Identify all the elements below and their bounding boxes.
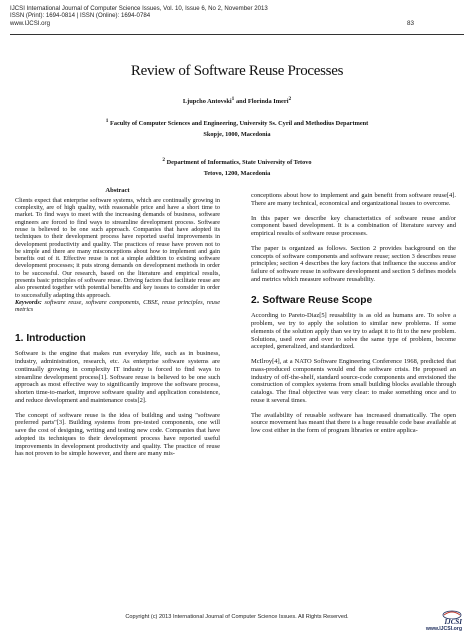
affiliation-1-line2: Skopje, 1000, Macedonia — [203, 131, 271, 139]
section-2-paragraph-2: McIlroy[4], at a NATO Software Engineering Conference 1968, predicted that mass-produced components would end the software crisis. He proposed an industry of off-the-shelf, standard source-code components and envisioned the construction of complex systems from small building blocks available through catalogs. The final objective was very clear: to make something once and to reuse it several times. — [251, 358, 456, 404]
affiliation-2 — [0, 155, 474, 179]
section-1-paragraph-2: The concept of software reuse is the idea of building and using "software preferred parts"[3]. Building systems from pre-tested components, one will save the cost of designing, writing and testing new code. Companies that have adopted its techniques to their development process have reported useful improvements in development productivity and quality. The practice of reuse has not proven to be simple however, and there are many mis- — [15, 411, 220, 458]
author-line — [0, 96, 474, 105]
logo-text: IJCSI — [444, 618, 462, 626]
page-number: 83 — [406, 20, 414, 27]
left-column — [15, 187, 220, 465]
logo-url[interactable]: www.IJCSI.org — [425, 626, 462, 632]
journal-citation: IJCSI International Journal of Computer Science Issues, Vol. 10, Issue 6, No 2, November 2013 — [10, 5, 268, 12]
affiliation-2-sup: 2 — [162, 157, 166, 163]
header-divider — [10, 34, 464, 35]
author-2: Florinda Imeri — [247, 98, 289, 106]
journal-website[interactable]: www.IJCSI.org — [10, 19, 50, 27]
affiliation-2-line1: Department of Informatics, State University of Tetovo — [165, 159, 312, 167]
author-1-sup: 1 — [231, 96, 235, 102]
ijcsi-logo — [422, 609, 462, 633]
intro-paragraph-3: In this paper we describe key characteristics of software reuse and/or component based development. It is a combination of literature survey and empirical results of software reuse processes. — [251, 214, 456, 237]
paper-title: Review of Software Reuse Processes — [130, 63, 344, 79]
keywords-label: Keywords: — [15, 298, 42, 306]
author-and: and — [234, 98, 248, 106]
section-1-paragraph-1: Software is the engine that makes run everyday life, such as in business, industry, administration, research, etc. As enterprise software systems are continually growing in complexity IT industry is forced to find ways to streamline development process[1]. Software reuse is believed to be one such approach as most effective way to significantly improve the software process, shorten time-to-market, improve software quality and application consistence, and reduce development and maintenance costs[2]. — [15, 350, 220, 404]
section-2-paragraph-3: The availability of reusable software has increased dramatically. The open source movement has meant that there is a huge reusable code base available at low cost either in the form of program libraries or entire applica- — [251, 411, 456, 434]
affiliation-1-line1: Faculty of Computer Sciences and Engineering, University Ss. Cyril and Methodius Department — [108, 120, 369, 128]
author-2-sup: 2 — [288, 96, 292, 102]
keywords-list: software reuse, software components, CBSE, reuse principles, reuse metrics — [15, 298, 220, 314]
section-2-heading: 2. Software Reuse Scope — [251, 294, 373, 306]
right-column — [251, 192, 456, 442]
abstract-text: Clients expect that enterprise software systems, which are continually growing in complexity, are of high quality, with reasonable price and have a short time to market. To find ways to meet with the increasing demands of business, software engineers are forced to find ways to streamline development process. Software reuse is believed to be one such approach. Companies that have adopted its techniques to their development process have reported useful improvements in development productivity and quality. The practices of reuse have proven not to be simple and there are many misconceptions about how to implement and gain benefits out of it. Effective reuse is not a simple addition to existing software development processes; it puts strong demands on development methods in order to be successful. Our research, based on the literature and empirical results, presents basic principles of software reuse. Driving factors that facilitate reuse are also presented together with potential benefits and key issues to consider in order to successfully adapting this approach. — [15, 196, 220, 299]
copyright-footer: Copyright (c) 2013 International Journal of Computer Science Issues. All Rights Reserved. — [125, 614, 349, 620]
journal-header — [10, 5, 410, 27]
affiliation-2-line2: Tetovo, 1200, Macedonia — [203, 170, 271, 178]
abstract-heading: Abstract — [105, 187, 130, 194]
intro-paragraph-4: The paper is organized as follows. Section 2 provides background on the concepts of software components and software reuse; section 3 describes reuse principles; section 4 describes the key factors that influence the success and/or failure of software reuse in software development and section 5 defines models and metrics which measure software reusability. — [251, 244, 456, 283]
affiliation-1-sup: 1 — [105, 118, 109, 124]
keywords — [15, 299, 220, 314]
intro-continued-paragraph: conceptions about how to implement and gain benefit from software reuse[4]. There are many technical, economical and organizational issues to overcome. — [251, 192, 456, 207]
section-2-paragraph-1: According to Pareto-Diaz[5] reusability is as old as humans are. To solve a problem, we try to apply the solution to similar new problems. If some elements of the solution apply than we try to adapt it to fit to the new problem. Solutions, used over and over to solve the same type of problem, become accepted, generalized, and standardized. — [251, 312, 456, 351]
affiliation-1 — [0, 116, 474, 140]
author-1: Ljupcho Antovski — [182, 98, 232, 106]
section-1-heading: 1. Introduction — [15, 332, 86, 344]
journal-issn: ISSN (Print): 1694-0814 | ISSN (Online): 1694-0784 — [10, 12, 151, 20]
